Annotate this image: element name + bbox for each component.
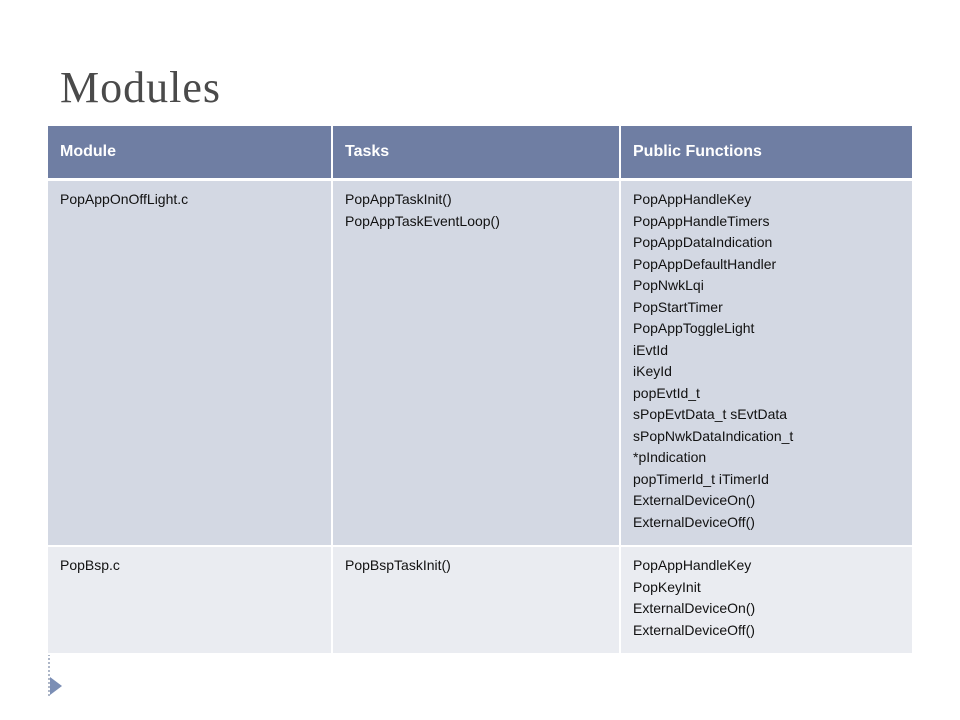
task-item: PopAppTaskEventLoop() [345, 212, 500, 229]
function-item: PopStartTimer [633, 298, 723, 315]
table-header-row [48, 126, 912, 180]
function-item: ExternalDeviceOff() [633, 621, 755, 638]
tasks-cell [332, 546, 620, 654]
module-cell [48, 546, 332, 654]
function-item: PopKeyInit [633, 578, 701, 595]
table-row [48, 180, 912, 547]
function-item: popEvtId_t [633, 384, 700, 401]
function-item: sPopNwkDataIndication_t [633, 427, 794, 444]
function-item: popTimerId_t iTimerId [633, 470, 769, 487]
function-item: PopAppToggleLight [633, 320, 755, 336]
module-name: PopBsp.c [60, 557, 120, 573]
function-item: ExternalDeviceOn() [633, 492, 756, 508]
function-item: PopAppDataIndication [633, 234, 773, 250]
header-module: Module [48, 126, 332, 180]
function-item: PopAppHandleTimers [633, 212, 770, 229]
task-item: PopBspTaskInit() [345, 557, 451, 573]
task-item: PopAppTaskInit() [345, 191, 452, 207]
function-item: ExternalDeviceOff() [633, 513, 755, 530]
module-name: PopAppOnOffLight.c [60, 191, 189, 207]
tasks-cell [332, 180, 620, 547]
function-item: PopNwkLqi [633, 277, 704, 293]
function-item: *pIndication [633, 449, 707, 465]
triangle-bullet-icon [50, 677, 62, 695]
slide-title: Modules [60, 63, 221, 112]
function-item: iEvtId [633, 341, 669, 358]
function-item: PopAppHandleKey [633, 557, 752, 573]
function-item: iKeyId [633, 363, 672, 379]
function-item: sPopEvtData_t sEvtData [633, 406, 788, 422]
header-public-functions: Public Functions [620, 126, 912, 180]
module-cell [48, 180, 332, 547]
function-item: ExternalDeviceOn() [633, 600, 756, 616]
functions-cell [620, 546, 912, 654]
header-tasks: Tasks [332, 126, 620, 180]
modules-table [48, 126, 912, 655]
functions-cell [620, 180, 912, 547]
table-row [48, 546, 912, 654]
function-item: PopAppDefaultHandler [633, 255, 777, 272]
function-item: PopAppHandleKey [633, 191, 752, 207]
